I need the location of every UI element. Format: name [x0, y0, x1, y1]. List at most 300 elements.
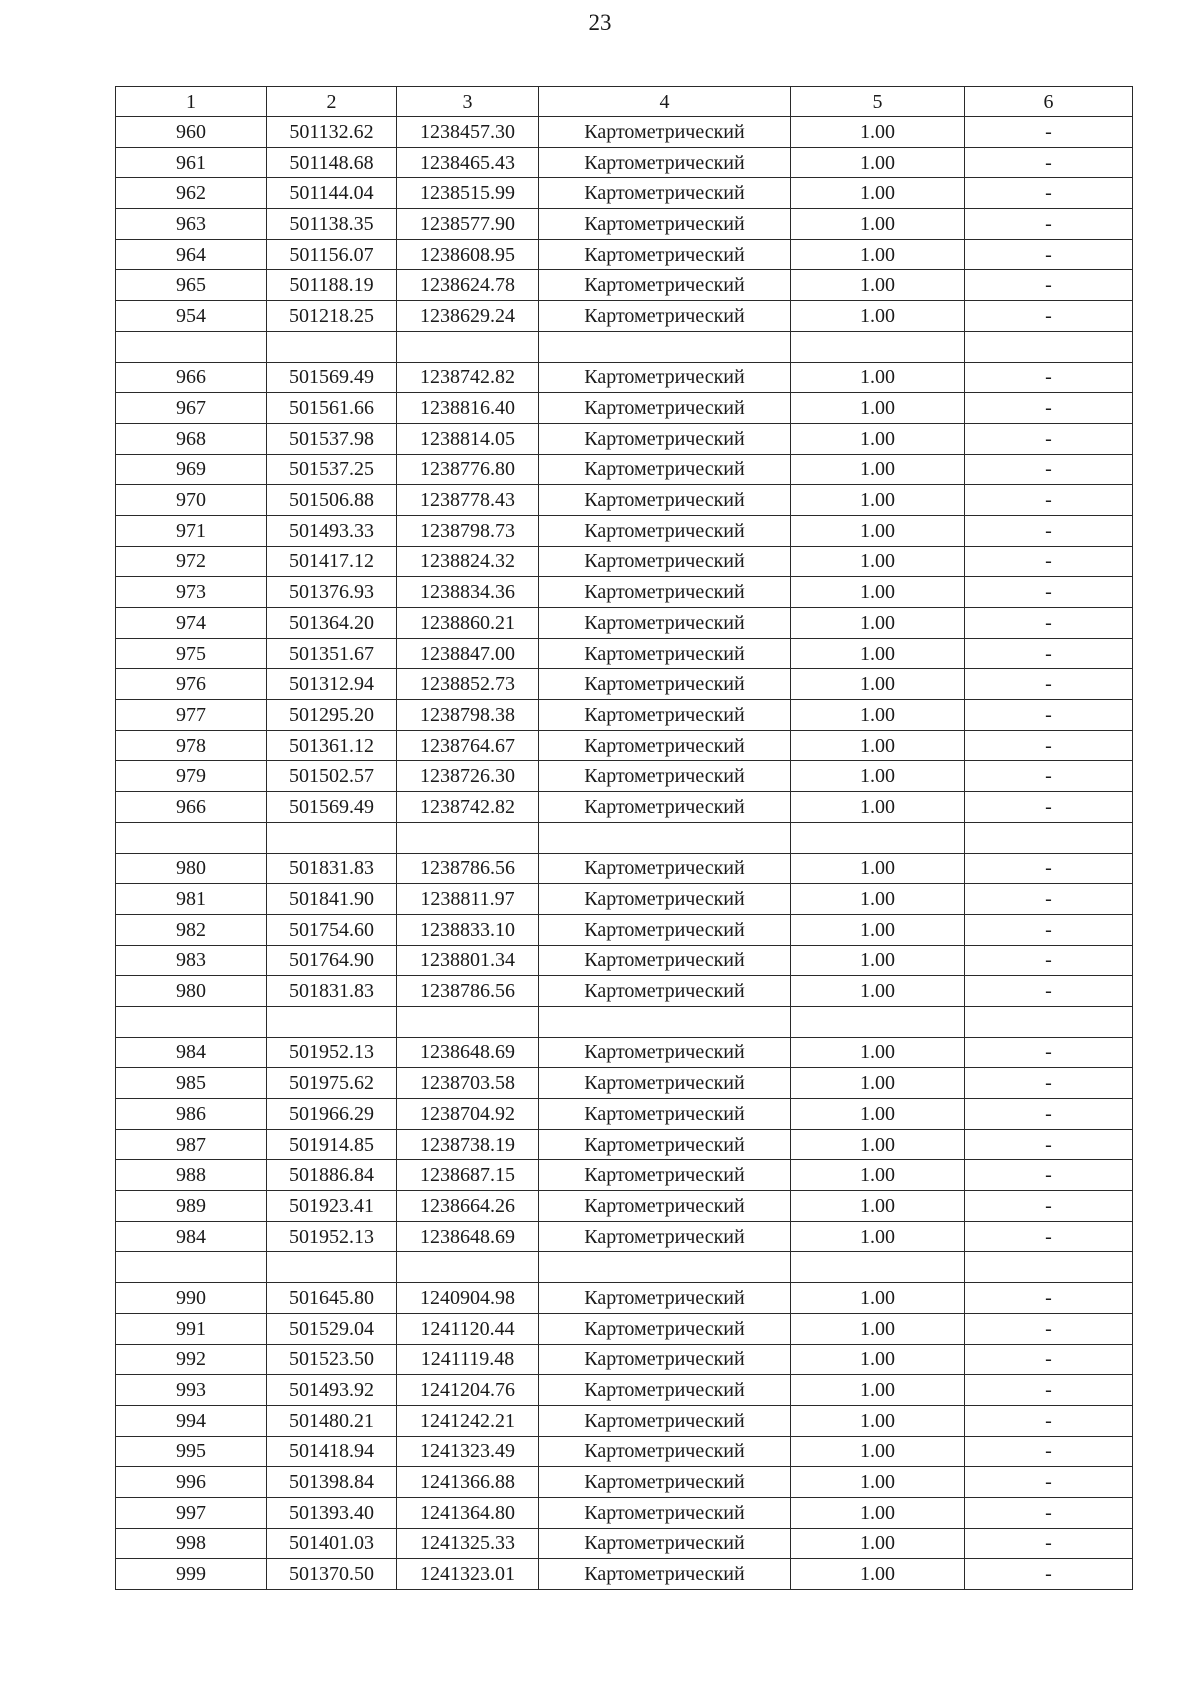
coordinates-table [115, 86, 1133, 1590]
header-cell: 2 [267, 87, 397, 117]
table-cell: 998 [116, 1528, 267, 1559]
table-cell: Картометрический [539, 1068, 791, 1099]
table-cell: 966 [116, 362, 267, 393]
table-cell [267, 331, 397, 362]
table-cell: 501975.62 [267, 1068, 397, 1099]
table-cell: 993 [116, 1375, 267, 1406]
table-cell: Картометрический [539, 638, 791, 669]
table-cell: 991 [116, 1313, 267, 1344]
table-cell: 501351.67 [267, 638, 397, 669]
table-cell: Картометрический [539, 1129, 791, 1160]
table-cell: 1238786.56 [397, 853, 539, 884]
header-cell: 1 [116, 87, 267, 117]
table-cell: Картометрический [539, 1191, 791, 1222]
table-cell: 1238624.78 [397, 270, 539, 301]
table-cell: 977 [116, 700, 267, 731]
table-cell: 501561.66 [267, 393, 397, 424]
table-cell: 1238704.92 [397, 1099, 539, 1130]
table-cell: Картометрический [539, 945, 791, 976]
table-cell: 1.00 [791, 1313, 965, 1344]
table-cell: - [965, 546, 1133, 577]
table-row [116, 1068, 1133, 1099]
table-cell: 501144.04 [267, 178, 397, 209]
table-row [116, 546, 1133, 577]
table-cell: 501295.20 [267, 700, 397, 731]
table-cell: 1238786.56 [397, 976, 539, 1007]
table-cell: 1.00 [791, 1191, 965, 1222]
table-cell: - [965, 976, 1133, 1007]
table-cell: 1.00 [791, 1344, 965, 1375]
table-cell: 975 [116, 638, 267, 669]
table-cell: Картометрический [539, 209, 791, 240]
header-row [116, 87, 1133, 117]
table-row [116, 608, 1133, 639]
table-cell [267, 1006, 397, 1037]
table-cell: 1241366.88 [397, 1467, 539, 1498]
table-cell: 960 [116, 117, 267, 148]
table-cell: 1.00 [791, 147, 965, 178]
table-row [116, 853, 1133, 884]
table-cell: 1.00 [791, 914, 965, 945]
table-row [116, 1099, 1133, 1130]
table-cell: - [965, 485, 1133, 516]
table-cell: 501506.88 [267, 485, 397, 516]
table-cell [539, 1006, 791, 1037]
table-cell: - [965, 515, 1133, 546]
table-row [116, 914, 1133, 945]
table-cell: Картометрический [539, 270, 791, 301]
table-row [116, 1221, 1133, 1252]
table-cell: 964 [116, 239, 267, 270]
table-cell: 1241325.33 [397, 1528, 539, 1559]
table-cell: 1.00 [791, 1068, 965, 1099]
table-row [116, 117, 1133, 148]
table-cell: 501645.80 [267, 1283, 397, 1314]
table-cell: 1238726.30 [397, 761, 539, 792]
table-row [116, 301, 1133, 332]
table-cell: Картометрический [539, 1313, 791, 1344]
table-row [116, 270, 1133, 301]
table-cell: 1238798.73 [397, 515, 539, 546]
table-cell: 1241204.76 [397, 1375, 539, 1406]
table-cell [791, 822, 965, 853]
table-cell: - [965, 423, 1133, 454]
table-cell [965, 1006, 1133, 1037]
table-cell [116, 331, 267, 362]
table-row [116, 1405, 1133, 1436]
table-cell: 501537.25 [267, 454, 397, 485]
table-cell: 501952.13 [267, 1221, 397, 1252]
table-cell: Картометрический [539, 393, 791, 424]
table-cell [791, 331, 965, 362]
table-row [116, 362, 1133, 393]
table-cell: 984 [116, 1037, 267, 1068]
table-row [116, 1497, 1133, 1528]
table-cell: 983 [116, 945, 267, 976]
table-cell: - [965, 761, 1133, 792]
table-cell: - [965, 945, 1133, 976]
table-cell: 982 [116, 914, 267, 945]
table-cell: 1.00 [791, 270, 965, 301]
table-cell: 980 [116, 853, 267, 884]
table-cell: 501132.62 [267, 117, 397, 148]
table-cell: 996 [116, 1467, 267, 1498]
table-cell: Картометрический [539, 914, 791, 945]
table-cell: Картометрический [539, 1099, 791, 1130]
table-cell: 954 [116, 301, 267, 332]
table-cell [539, 331, 791, 362]
table-cell [791, 1006, 965, 1037]
table-cell: 1.00 [791, 608, 965, 639]
table-cell: 994 [116, 1405, 267, 1436]
table-cell: 978 [116, 730, 267, 761]
table-cell: 1238860.21 [397, 608, 539, 639]
header-cell: 6 [965, 87, 1133, 117]
table-cell: 1238742.82 [397, 362, 539, 393]
table-cell: 966 [116, 792, 267, 823]
table-row [116, 1467, 1133, 1498]
table-cell: - [965, 393, 1133, 424]
table-cell: 961 [116, 147, 267, 178]
table-cell: 1238847.00 [397, 638, 539, 669]
table-cell: 1.00 [791, 1559, 965, 1590]
table-cell: 1238742.82 [397, 792, 539, 823]
table-cell: 1.00 [791, 638, 965, 669]
table-row [116, 1191, 1133, 1222]
table-cell: 501480.21 [267, 1405, 397, 1436]
table-cell [116, 1006, 267, 1037]
table-row [116, 700, 1133, 731]
table-cell: 1238852.73 [397, 669, 539, 700]
table-header [116, 87, 1133, 117]
table-row [116, 1313, 1133, 1344]
table-cell: 979 [116, 761, 267, 792]
table-cell: 501312.94 [267, 669, 397, 700]
table-cell: 1238764.67 [397, 730, 539, 761]
table-cell: - [965, 1160, 1133, 1191]
table-cell: 1238834.36 [397, 577, 539, 608]
table-cell: - [965, 1467, 1133, 1498]
table-row [116, 239, 1133, 270]
table-cell: Картометрический [539, 147, 791, 178]
table-cell: 1.00 [791, 485, 965, 516]
table-row [116, 822, 1133, 853]
table-cell: 1.00 [791, 761, 965, 792]
table-cell: 1.00 [791, 515, 965, 546]
table-cell: - [965, 1037, 1133, 1068]
table-cell: 1238648.69 [397, 1221, 539, 1252]
table-cell [965, 1252, 1133, 1283]
table-cell: 1.00 [791, 117, 965, 148]
table-cell: 989 [116, 1191, 267, 1222]
table-cell: Картометрический [539, 1436, 791, 1467]
table-row [116, 1129, 1133, 1160]
table-cell: 1.00 [791, 1037, 965, 1068]
table-cell: 971 [116, 515, 267, 546]
table-cell: 1238664.26 [397, 1191, 539, 1222]
table-cell: 501188.19 [267, 270, 397, 301]
table-cell: 988 [116, 1160, 267, 1191]
table-cell: 1.00 [791, 700, 965, 731]
table-cell: 1241119.48 [397, 1344, 539, 1375]
table-cell: 501841.90 [267, 884, 397, 915]
table-cell: Картометрический [539, 1160, 791, 1191]
table-cell: 995 [116, 1436, 267, 1467]
table-cell: - [965, 209, 1133, 240]
table-cell: Картометрический [539, 1375, 791, 1406]
table-cell: - [965, 700, 1133, 731]
table-cell: 1238824.32 [397, 546, 539, 577]
page-number: 23 [588, 10, 612, 35]
table-cell: Картометрический [539, 976, 791, 1007]
table-cell: Картометрический [539, 884, 791, 915]
table-cell: 501831.83 [267, 976, 397, 1007]
table-cell: 976 [116, 669, 267, 700]
table-cell: 501523.50 [267, 1344, 397, 1375]
table-cell: 1238798.38 [397, 700, 539, 731]
table-cell: 1241364.80 [397, 1497, 539, 1528]
table-cell: 1241242.21 [397, 1405, 539, 1436]
table-cell: - [965, 301, 1133, 332]
table-cell: 1.00 [791, 945, 965, 976]
table-cell: Картометрический [539, 853, 791, 884]
table-cell: Картометрический [539, 1528, 791, 1559]
table-cell: - [965, 239, 1133, 270]
table-cell: - [965, 1068, 1133, 1099]
table-cell: 501529.04 [267, 1313, 397, 1344]
table-cell: 980 [116, 976, 267, 1007]
table-cell: Картометрический [539, 792, 791, 823]
table-cell: 997 [116, 1497, 267, 1528]
table-cell: - [965, 669, 1133, 700]
table-cell: 990 [116, 1283, 267, 1314]
table-cell: Картометрический [539, 117, 791, 148]
table-cell: Картометрический [539, 730, 791, 761]
table-cell: - [965, 1375, 1133, 1406]
table-cell: - [965, 608, 1133, 639]
table-cell: 501148.68 [267, 147, 397, 178]
table-cell: 1238465.43 [397, 147, 539, 178]
table-cell: 985 [116, 1068, 267, 1099]
table-cell: 501138.35 [267, 209, 397, 240]
table-cell: 1.00 [791, 1129, 965, 1160]
table-cell: 1.00 [791, 423, 965, 454]
table-cell: 963 [116, 209, 267, 240]
table-cell: 501966.29 [267, 1099, 397, 1130]
table-cell: 501831.83 [267, 853, 397, 884]
table-cell: 973 [116, 577, 267, 608]
table-cell: 1238776.80 [397, 454, 539, 485]
table-cell: Картометрический [539, 546, 791, 577]
table-cell: 968 [116, 423, 267, 454]
table-cell: - [965, 1344, 1133, 1375]
table-cell: 501537.98 [267, 423, 397, 454]
table-cell: 992 [116, 1344, 267, 1375]
table-cell [539, 1252, 791, 1283]
table-cell: - [965, 1129, 1133, 1160]
table-cell: 501493.92 [267, 1375, 397, 1406]
table-cell: 501364.20 [267, 608, 397, 639]
table-row [116, 178, 1133, 209]
table-row [116, 761, 1133, 792]
table-row [116, 423, 1133, 454]
table-cell: 501754.60 [267, 914, 397, 945]
header-cell: 3 [397, 87, 539, 117]
table-row [116, 945, 1133, 976]
table-cell: - [965, 270, 1133, 301]
table-row [116, 1344, 1133, 1375]
table-cell: 1.00 [791, 393, 965, 424]
table-cell [397, 1006, 539, 1037]
table-cell: 1.00 [791, 1405, 965, 1436]
table-cell: Картометрический [539, 239, 791, 270]
table-cell: 1241120.44 [397, 1313, 539, 1344]
table-cell: 1.00 [791, 209, 965, 240]
table-row [116, 1006, 1133, 1037]
table-cell: 1.00 [791, 1436, 965, 1467]
table-row [116, 577, 1133, 608]
table-cell: - [965, 117, 1133, 148]
table-cell: 1.00 [791, 178, 965, 209]
table-cell: Картометрический [539, 761, 791, 792]
table-cell [965, 822, 1133, 853]
table-row [116, 884, 1133, 915]
table-cell: - [965, 730, 1133, 761]
table-row [116, 454, 1133, 485]
table-cell: Картометрический [539, 301, 791, 332]
table-cell: 987 [116, 1129, 267, 1160]
table-row [116, 1436, 1133, 1467]
table-cell: 501218.25 [267, 301, 397, 332]
table-row [116, 147, 1133, 178]
table-cell: - [965, 1405, 1133, 1436]
table-cell: - [965, 1528, 1133, 1559]
table-cell: 501493.33 [267, 515, 397, 546]
table-cell: 501417.12 [267, 546, 397, 577]
table-cell: 970 [116, 485, 267, 516]
table-cell: 501418.94 [267, 1436, 397, 1467]
table-cell: Картометрический [539, 515, 791, 546]
table-cell: 1.00 [791, 362, 965, 393]
table-row [116, 976, 1133, 1007]
table-cell: 999 [116, 1559, 267, 1590]
table-cell: Картометрический [539, 700, 791, 731]
table-cell: Картометрический [539, 1344, 791, 1375]
table-cell: 501886.84 [267, 1160, 397, 1191]
table-cell: - [965, 1436, 1133, 1467]
table-cell: 965 [116, 270, 267, 301]
table-row [116, 1559, 1133, 1590]
table-cell: 1.00 [791, 1283, 965, 1314]
table-cell: 1.00 [791, 1528, 965, 1559]
table-cell: Картометрический [539, 1467, 791, 1498]
table-cell: - [965, 1099, 1133, 1130]
table-cell: Картометрический [539, 485, 791, 516]
table-cell: 501156.07 [267, 239, 397, 270]
table-cell: 1238687.15 [397, 1160, 539, 1191]
table-cell [397, 331, 539, 362]
table-cell: 1238816.40 [397, 393, 539, 424]
table-cell: Картометрический [539, 1283, 791, 1314]
table-cell: - [965, 577, 1133, 608]
table-cell: 1238778.43 [397, 485, 539, 516]
header-cell: 5 [791, 87, 965, 117]
table-cell: Картометрический [539, 362, 791, 393]
table-cell: 1238629.24 [397, 301, 539, 332]
table-cell: 1.00 [791, 1099, 965, 1130]
table-cell: 1.00 [791, 853, 965, 884]
table-row [116, 638, 1133, 669]
table-cell: 1238814.05 [397, 423, 539, 454]
table-cell: - [965, 853, 1133, 884]
table-cell [965, 331, 1133, 362]
table-row [116, 515, 1133, 546]
table-cell: - [965, 1283, 1133, 1314]
table-cell: - [965, 1191, 1133, 1222]
table-cell: 1.00 [791, 577, 965, 608]
table-row [116, 485, 1133, 516]
table-row [116, 1037, 1133, 1068]
table-body [116, 117, 1133, 1590]
table-cell: 1241323.49 [397, 1436, 539, 1467]
table-cell: 1238703.58 [397, 1068, 539, 1099]
table-cell: Картометрический [539, 454, 791, 485]
table-cell: Картометрический [539, 423, 791, 454]
table-cell: 1.00 [791, 792, 965, 823]
table-cell: - [965, 362, 1133, 393]
table-cell: 1241323.01 [397, 1559, 539, 1590]
table-cell: 1238457.30 [397, 117, 539, 148]
table-cell: 1.00 [791, 1497, 965, 1528]
table-cell: Картометрический [539, 178, 791, 209]
table-cell: - [965, 1559, 1133, 1590]
table-cell: - [965, 914, 1133, 945]
table-cell: Картометрический [539, 1497, 791, 1528]
table-cell: - [965, 792, 1133, 823]
table-cell: 1238833.10 [397, 914, 539, 945]
table-cell: - [965, 1221, 1133, 1252]
table-cell: Картометрический [539, 1559, 791, 1590]
table-cell: 1.00 [791, 1467, 965, 1498]
table-cell: 986 [116, 1099, 267, 1130]
table-cell: - [965, 454, 1133, 485]
table-row [116, 209, 1133, 240]
table-cell [116, 1252, 267, 1283]
table-cell [397, 1252, 539, 1283]
table-cell: 1238811.97 [397, 884, 539, 915]
table-cell: 1238738.19 [397, 1129, 539, 1160]
table-cell: - [965, 884, 1133, 915]
table-cell: - [965, 178, 1133, 209]
table-row [116, 1375, 1133, 1406]
table-cell [791, 1252, 965, 1283]
table-cell: Картометрический [539, 608, 791, 639]
table-row [116, 1252, 1133, 1283]
table-cell [267, 1252, 397, 1283]
table-cell [397, 822, 539, 853]
table-cell: Картометрический [539, 1405, 791, 1436]
table-cell: Картометрический [539, 1221, 791, 1252]
table-cell: 974 [116, 608, 267, 639]
table-cell: 1.00 [791, 301, 965, 332]
table-cell: 501401.03 [267, 1528, 397, 1559]
table-cell: 501376.93 [267, 577, 397, 608]
table-cell: 1.00 [791, 546, 965, 577]
table-cell: 501952.13 [267, 1037, 397, 1068]
table-cell: 501569.49 [267, 362, 397, 393]
table-cell [116, 822, 267, 853]
table-cell: 984 [116, 1221, 267, 1252]
